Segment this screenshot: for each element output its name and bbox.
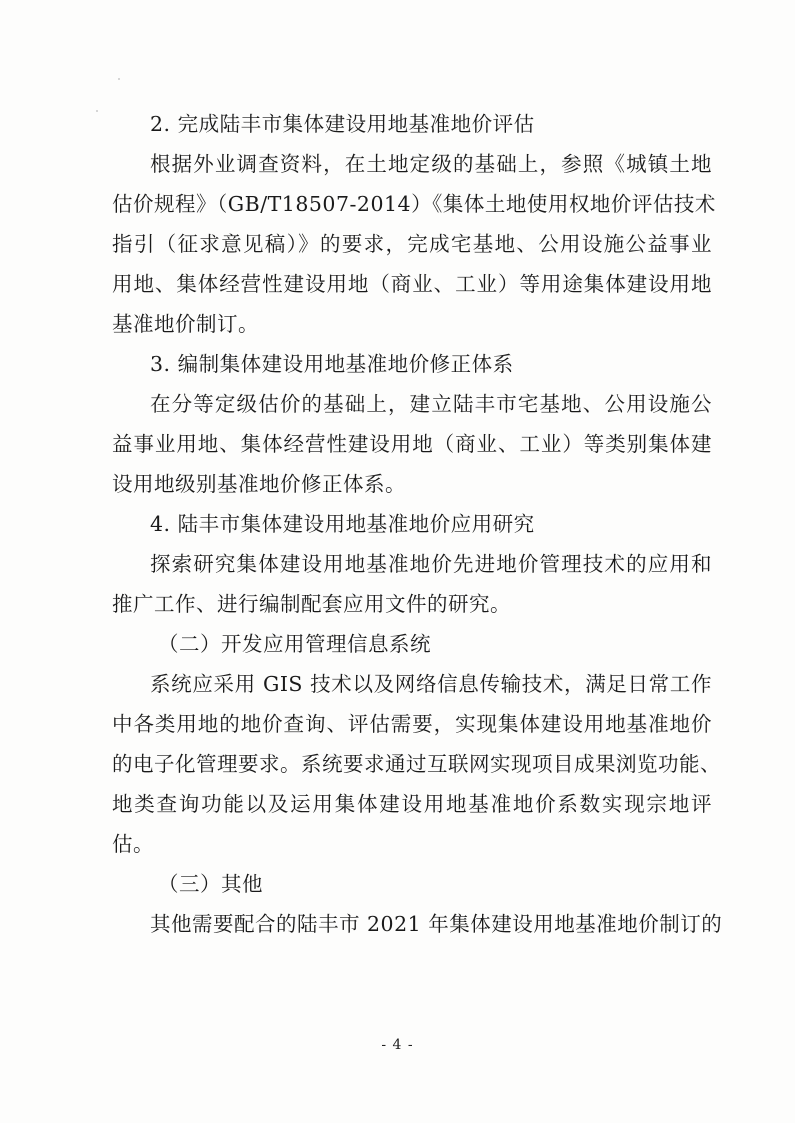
paragraph-line: 中各类用地的地价查询、评估需要，实现集体建设用地基准地价 (112, 712, 712, 736)
paragraph-line: 估价规程》（GB/T18507-2014）《集体土地使用权地价评估技术 (112, 192, 716, 216)
section-heading: （三）其他 (158, 872, 263, 896)
paragraph-line: 探索研究集体建设用地基准地价先进地价管理技术的应用和 (150, 552, 712, 576)
paragraph-line: 地类查询功能以及运用集体建设用地基准地价系数实现宗地评 (112, 792, 712, 816)
paragraph-line: 根据外业调查资料，在土地定级的基础上，参照《城镇土地 (150, 152, 712, 176)
paragraph-line: 益事业用地、集体经营性建设用地（商业、工业）等类别集体建 (112, 432, 712, 456)
paragraph-line: 系统应采用 GIS 技术以及网络信息传输技术，满足日常工作 (150, 672, 712, 696)
section-heading: 4. 陆丰市集体建设用地基准地价应用研究 (150, 512, 535, 536)
paragraph-line: 设用地级别基准地价修正体系。 (112, 472, 406, 496)
section-heading: 3. 编制集体建设用地基准地价修正体系 (150, 352, 514, 376)
paragraph-line: 的电子化管理要求。系统要求通过互联网实现项目成果浏览功能、 (112, 752, 721, 776)
page-number: - 4 - (381, 1037, 414, 1053)
document-body (112, 104, 723, 944)
scan-speck (96, 110, 98, 112)
scan-speck (118, 78, 120, 80)
section-heading: 2. 完成陆丰市集体建设用地基准地价评估 (150, 112, 535, 136)
paragraph-line: 其他需要配合的陆丰市 2021 年集体建设用地基准地价制订的 (150, 912, 723, 936)
paragraph-line: 用地、集体经营性建设用地（商业、工业）等用途集体建设用地 (112, 272, 712, 296)
paragraph-line: 推广工作、进行编制配套应用文件的研究。 (112, 592, 511, 616)
paragraph-line: 指引（征求意见稿）》的要求，完成宅基地、公用设施公益事业 (112, 232, 712, 256)
paragraph-line: 基准地价制订。 (112, 312, 259, 336)
paragraph-line: 估。 (112, 832, 154, 856)
paragraph-line: 在分等定级估价的基础上，建立陆丰市宅基地、公用设施公 (150, 392, 712, 416)
section-heading: （二）开发应用管理信息系统 (158, 632, 431, 656)
